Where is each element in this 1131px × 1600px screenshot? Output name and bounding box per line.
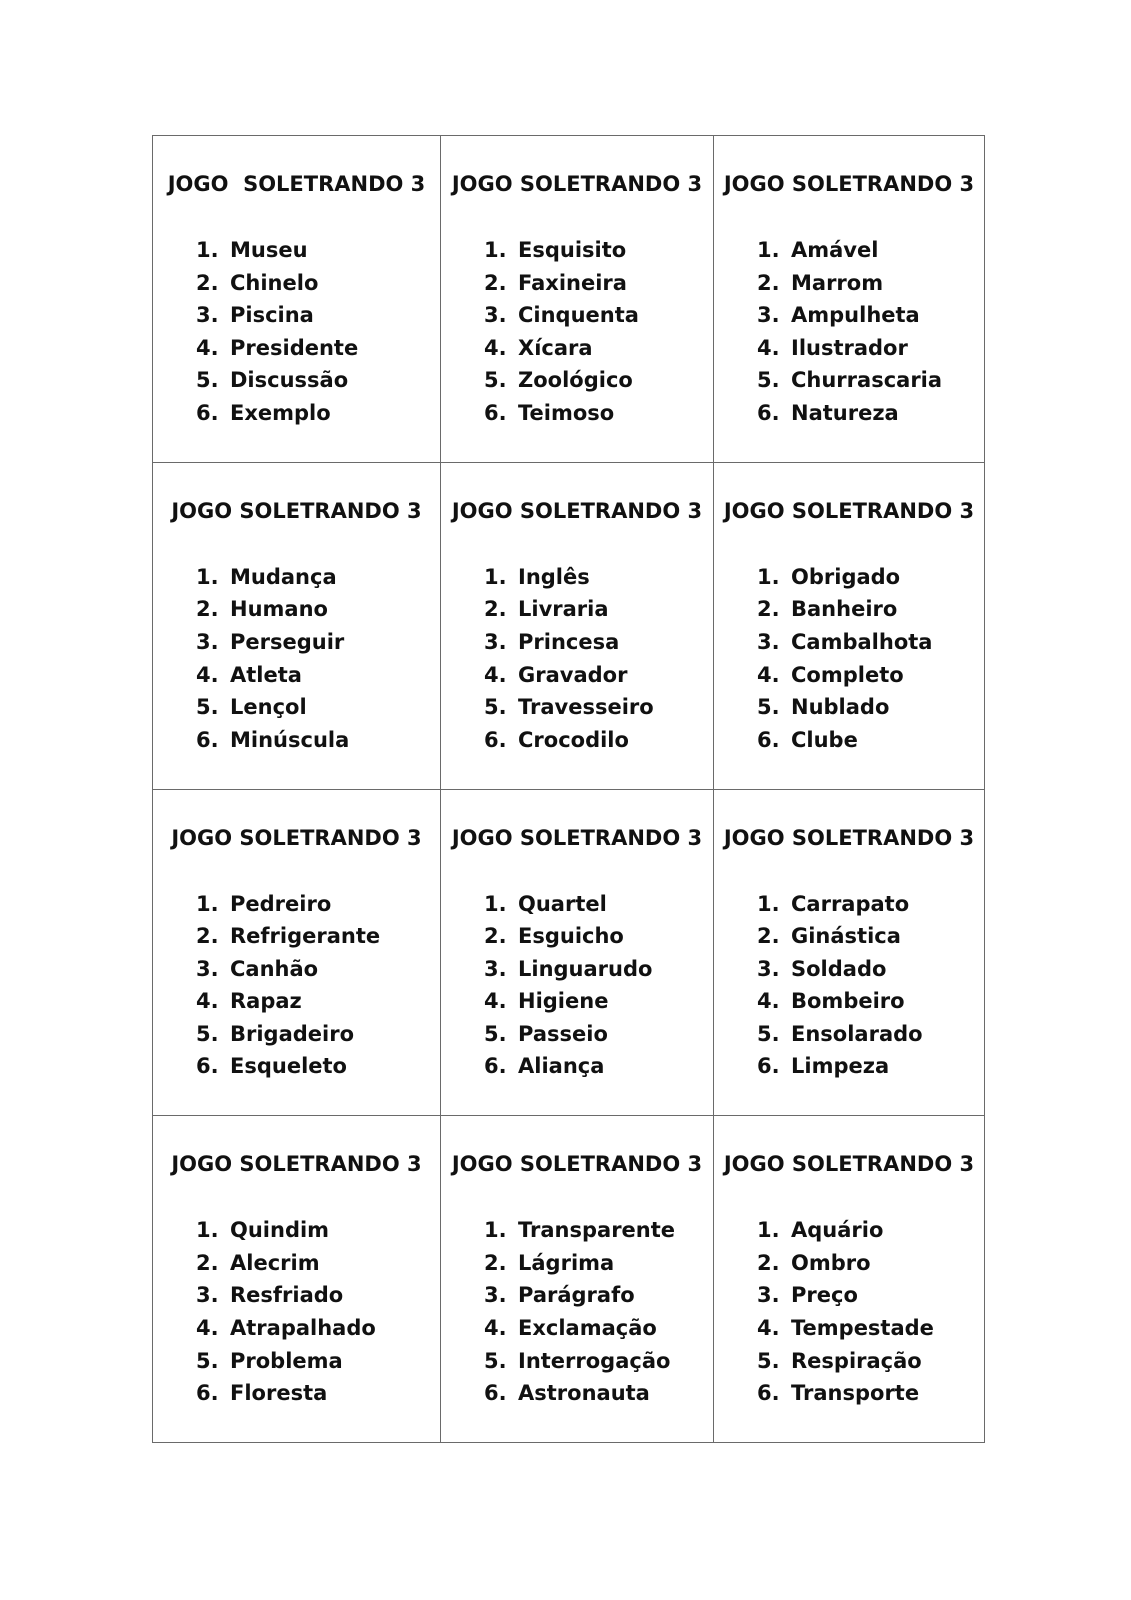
word-number: 5. xyxy=(484,695,507,720)
word-list-item xyxy=(484,953,652,986)
word-list-item xyxy=(196,953,380,986)
word-number: 3. xyxy=(196,629,219,654)
word-text: Amável xyxy=(791,238,879,262)
word-list-item xyxy=(484,1247,675,1280)
word-text: Teimoso xyxy=(518,400,615,425)
word-number: 2. xyxy=(757,597,780,622)
word-card-content xyxy=(153,1116,440,1442)
word-list-item xyxy=(196,1050,380,1083)
word-card-content xyxy=(441,463,713,789)
word-number: 4. xyxy=(196,335,219,360)
word-number: 2. xyxy=(484,597,507,622)
word-number: 1. xyxy=(484,238,507,262)
word-text: Zoológico xyxy=(518,368,633,393)
word-card xyxy=(714,1116,985,1443)
word-list-item xyxy=(196,626,349,659)
word-number: 4. xyxy=(484,989,507,1014)
word-list-item xyxy=(757,920,923,953)
word-text: Interrogação xyxy=(518,1348,671,1373)
word-list-item xyxy=(196,1345,376,1378)
word-number: 2. xyxy=(757,924,780,949)
word-list-item xyxy=(757,267,942,300)
word-text: Lágrima xyxy=(518,1250,615,1275)
word-number: 6. xyxy=(757,727,780,752)
word-number: 2. xyxy=(757,270,780,295)
word-text: Parágrafo xyxy=(518,1283,635,1308)
card-title: JOGO SOLETRANDO 3 xyxy=(451,1152,703,1177)
word-text: Esguicho xyxy=(518,924,624,949)
word-number: 6. xyxy=(196,727,219,752)
word-number: 2. xyxy=(757,1250,780,1275)
word-list-item xyxy=(484,888,652,921)
word-list xyxy=(484,234,639,430)
word-list-item xyxy=(484,1377,675,1410)
card-row xyxy=(153,136,985,463)
word-list-item xyxy=(484,332,639,365)
word-text: Chinelo xyxy=(230,270,319,295)
word-list-item xyxy=(196,593,349,626)
word-text: Canhão xyxy=(230,956,319,981)
word-number: 2. xyxy=(484,924,507,949)
word-text: Ginástica xyxy=(791,924,901,949)
word-list-item xyxy=(196,920,380,953)
word-list xyxy=(757,888,923,1084)
word-number: 5. xyxy=(484,368,507,393)
word-text: Esquisito xyxy=(518,238,627,262)
word-card xyxy=(153,789,441,1116)
word-list-item xyxy=(757,299,942,332)
word-list-item xyxy=(484,659,654,692)
word-text: Nublado xyxy=(791,695,890,720)
word-list-item xyxy=(196,332,358,365)
word-list-item xyxy=(484,299,639,332)
word-number: 3. xyxy=(484,629,507,654)
word-list-item xyxy=(757,888,923,921)
word-list xyxy=(196,888,380,1084)
word-list xyxy=(196,234,358,430)
word-list-item xyxy=(196,397,358,430)
word-list-item xyxy=(484,1279,675,1312)
word-text: Preço xyxy=(791,1283,858,1308)
word-text: Cambalhota xyxy=(791,629,933,654)
word-list-item xyxy=(484,1214,675,1247)
word-list-item xyxy=(196,234,358,267)
word-number: 3. xyxy=(196,303,219,328)
word-text: Refrigerante xyxy=(230,924,381,949)
word-list-item xyxy=(484,724,654,757)
word-number: 6. xyxy=(484,1381,507,1406)
word-number: 6. xyxy=(484,1054,507,1079)
word-card-content xyxy=(441,790,713,1116)
word-number: 1. xyxy=(757,564,780,589)
word-list-item xyxy=(757,1345,934,1378)
word-number: 6. xyxy=(484,400,507,425)
word-number: 3. xyxy=(757,629,780,654)
word-text: Xícara xyxy=(518,335,593,360)
word-number: 2. xyxy=(484,270,507,295)
word-number: 5. xyxy=(196,1348,219,1373)
word-text: Bombeiro xyxy=(791,989,905,1014)
word-number: 2. xyxy=(196,270,219,295)
word-list-item xyxy=(196,1377,376,1410)
word-number: 1. xyxy=(484,891,507,916)
word-text: Natureza xyxy=(791,400,899,425)
word-text: Atleta xyxy=(230,662,302,687)
word-number: 3. xyxy=(757,1283,780,1308)
word-list-item xyxy=(757,561,932,594)
word-card xyxy=(441,136,714,463)
word-number: 3. xyxy=(196,1283,219,1308)
word-card-content xyxy=(714,136,984,462)
word-list-item xyxy=(757,1247,934,1280)
word-number: 3. xyxy=(757,956,780,981)
word-list-item xyxy=(196,985,380,1018)
word-number: 3. xyxy=(196,956,219,981)
word-list-item xyxy=(484,593,654,626)
word-card xyxy=(441,1116,714,1443)
word-list-item xyxy=(757,985,923,1018)
word-list-item xyxy=(484,561,654,594)
word-number: 1. xyxy=(196,564,219,589)
word-number: 6. xyxy=(196,1381,219,1406)
word-number: 6. xyxy=(757,400,780,425)
word-text: Marrom xyxy=(791,270,884,295)
word-list-item xyxy=(757,1018,923,1051)
word-card xyxy=(714,789,985,1116)
word-list-item xyxy=(484,985,652,1018)
word-card xyxy=(153,462,441,789)
word-number: 6. xyxy=(757,1381,780,1406)
word-number: 4. xyxy=(196,1316,219,1341)
word-list xyxy=(196,561,349,757)
card-title: JOGO SOLETRANDO 3 xyxy=(171,498,422,523)
word-list xyxy=(757,234,942,430)
word-text: Resfriado xyxy=(230,1283,344,1308)
word-text: Gravador xyxy=(518,662,628,687)
word-list-item xyxy=(196,659,349,692)
card-row xyxy=(153,1116,985,1443)
word-list-item xyxy=(484,1345,675,1378)
word-number: 1. xyxy=(757,891,780,916)
word-text: Perseguir xyxy=(230,629,345,654)
word-number: 4. xyxy=(196,662,219,687)
word-number: 1. xyxy=(757,238,780,262)
word-card-content xyxy=(714,1116,984,1442)
word-number: 5. xyxy=(757,695,780,720)
word-list-item xyxy=(757,1214,934,1247)
word-text: Transparente xyxy=(518,1218,676,1243)
word-number: 6. xyxy=(484,727,507,752)
word-text: Humano xyxy=(230,597,328,622)
word-text: Princesa xyxy=(518,629,620,654)
word-text: Astronauta xyxy=(518,1381,650,1406)
word-text: Obrigado xyxy=(791,564,901,589)
word-text: Exemplo xyxy=(230,400,331,425)
word-list-item xyxy=(196,364,358,397)
word-list-item xyxy=(196,267,358,300)
card-title: JOGO SOLETRANDO 3 xyxy=(723,172,975,196)
word-list-item xyxy=(757,1377,934,1410)
word-list-item xyxy=(484,1312,675,1345)
word-number: 1. xyxy=(196,1218,219,1243)
word-list-item xyxy=(484,1050,652,1083)
card-grid-body xyxy=(153,136,985,1443)
word-card xyxy=(714,462,985,789)
word-list-item xyxy=(757,724,932,757)
word-list-item xyxy=(196,724,349,757)
word-text: Ensolarado xyxy=(791,1021,923,1046)
word-text: Travesseiro xyxy=(518,695,654,720)
word-text: Livraria xyxy=(518,597,609,622)
word-number: 5. xyxy=(484,1348,507,1373)
word-card xyxy=(441,462,714,789)
word-text: Quindim xyxy=(230,1218,330,1243)
word-list-item xyxy=(757,234,942,267)
word-number: 2. xyxy=(196,1250,219,1275)
word-number: 5. xyxy=(196,695,219,720)
word-number: 4. xyxy=(757,335,780,360)
word-list-item xyxy=(757,953,923,986)
word-text: Minúscula xyxy=(230,727,350,752)
word-number: 4. xyxy=(484,662,507,687)
word-list-item xyxy=(484,397,639,430)
word-text: Respiração xyxy=(791,1348,922,1373)
word-list-item xyxy=(757,593,932,626)
word-number: 1. xyxy=(484,1218,507,1243)
word-text: Cinquenta xyxy=(518,303,639,328)
word-list xyxy=(484,1214,675,1410)
word-list xyxy=(484,888,652,1084)
word-text: Brigadeiro xyxy=(230,1021,355,1046)
word-text: Problema xyxy=(230,1348,343,1373)
word-list xyxy=(757,1214,934,1410)
word-number: 2. xyxy=(196,597,219,622)
word-text: Limpeza xyxy=(791,1054,890,1079)
word-number: 3. xyxy=(484,1283,507,1308)
word-number: 6. xyxy=(196,1054,219,1079)
word-list-item xyxy=(757,626,932,659)
word-text: Completo xyxy=(791,662,904,687)
word-number: 4. xyxy=(757,989,780,1014)
word-list-item xyxy=(757,397,942,430)
word-card xyxy=(441,789,714,1116)
word-text: Esqueleto xyxy=(230,1054,347,1079)
word-list xyxy=(484,561,654,757)
word-text: Aquário xyxy=(791,1218,884,1243)
word-list-item xyxy=(757,691,932,724)
word-list-item xyxy=(757,364,942,397)
card-title: JOGO SOLETRANDO 3 xyxy=(451,172,703,196)
word-text: Presidente xyxy=(230,335,359,360)
word-text: Quartel xyxy=(518,891,607,916)
word-number: 3. xyxy=(484,303,507,328)
word-list-item xyxy=(196,888,380,921)
word-number: 1. xyxy=(196,891,219,916)
word-list-item xyxy=(484,267,639,300)
word-number: 6. xyxy=(196,400,219,425)
word-text: Soldado xyxy=(791,956,887,981)
word-number: 3. xyxy=(757,303,780,328)
word-text: Ampulheta xyxy=(791,303,920,328)
word-card xyxy=(714,136,985,463)
word-text: Museu xyxy=(230,238,308,262)
card-row xyxy=(153,462,985,789)
word-list xyxy=(196,1214,376,1410)
word-card-content xyxy=(153,790,440,1116)
word-text: Carrapato xyxy=(791,891,910,916)
word-list-item xyxy=(196,1214,376,1247)
word-number: 1. xyxy=(757,1218,780,1243)
word-card-content xyxy=(714,790,984,1116)
word-list-item xyxy=(757,1050,923,1083)
word-list-item xyxy=(484,626,654,659)
word-text: Aliança xyxy=(518,1054,605,1079)
word-number: 2. xyxy=(484,1250,507,1275)
card-grid xyxy=(152,135,985,1443)
word-text: Tempestade xyxy=(791,1316,934,1341)
word-text: Alecrim xyxy=(230,1250,320,1275)
word-list-item xyxy=(196,1312,376,1345)
card-title: JOGO SOLETRANDO 3 xyxy=(451,825,703,850)
word-text: Pedreiro xyxy=(230,891,332,916)
word-list-item xyxy=(484,691,654,724)
word-number: 1. xyxy=(196,238,219,262)
word-card-content xyxy=(153,463,440,789)
word-list-item xyxy=(757,332,942,365)
word-number: 5. xyxy=(484,1021,507,1046)
card-title: JOGO SOLETRANDO 3 xyxy=(451,498,703,523)
word-text: Linguarudo xyxy=(518,956,653,981)
word-list-item xyxy=(196,1279,376,1312)
card-title: JOGO SOLETRANDO 3 xyxy=(723,825,975,850)
word-number: 5. xyxy=(196,368,219,393)
word-list-item xyxy=(196,1018,380,1051)
word-card xyxy=(153,1116,441,1443)
word-number: 4. xyxy=(757,1316,780,1341)
word-number: 5. xyxy=(757,1021,780,1046)
word-card xyxy=(153,136,441,463)
card-title: JOGO SOLETRANDO 3 xyxy=(723,498,975,523)
word-number: 5. xyxy=(196,1021,219,1046)
word-number: 4. xyxy=(484,1316,507,1341)
word-text: Clube xyxy=(791,727,858,752)
word-number: 4. xyxy=(757,662,780,687)
word-list-item xyxy=(757,1312,934,1345)
word-number: 6. xyxy=(757,1054,780,1079)
word-text: Exclamação xyxy=(518,1316,657,1341)
word-card-content xyxy=(153,136,440,462)
word-text: Passeio xyxy=(518,1021,608,1046)
word-number: 4. xyxy=(196,989,219,1014)
word-list-item xyxy=(484,920,652,953)
word-number: 4. xyxy=(484,335,507,360)
card-title: JOGO SOLETRANDO 3 xyxy=(171,825,422,850)
word-text: Banheiro xyxy=(791,597,898,622)
word-text: Transporte xyxy=(791,1381,920,1406)
word-list-item xyxy=(196,299,358,332)
word-number: 2. xyxy=(196,924,219,949)
word-text: Higiene xyxy=(518,989,609,1014)
word-text: Inglês xyxy=(518,564,590,589)
card-row xyxy=(153,789,985,1116)
word-text: Atrapalhado xyxy=(230,1316,376,1341)
word-number: 1. xyxy=(484,564,507,589)
word-list-item xyxy=(757,659,932,692)
word-list-item xyxy=(484,1018,652,1051)
word-text: Piscina xyxy=(230,303,314,328)
card-title: JOGO SOLETRANDO 3 xyxy=(171,1152,422,1177)
word-card-content xyxy=(714,463,984,789)
word-list-item xyxy=(196,691,349,724)
word-text: Ilustrador xyxy=(791,335,908,360)
word-number: 5. xyxy=(757,368,780,393)
word-card-content xyxy=(441,1116,713,1442)
word-list xyxy=(757,561,932,757)
card-title: JOGO SOLETRANDO 3 xyxy=(723,1152,975,1177)
word-card-content xyxy=(441,136,713,462)
word-text: Faxineira xyxy=(518,270,627,295)
word-text: Crocodilo xyxy=(518,727,629,752)
word-list-item xyxy=(196,1247,376,1280)
word-text: Discussão xyxy=(230,368,349,393)
word-text: Floresta xyxy=(230,1381,328,1406)
word-list-item xyxy=(757,1279,934,1312)
card-title: JOGO SOLETRANDO 3 xyxy=(167,172,426,196)
word-text: Ombro xyxy=(791,1250,871,1275)
word-number: 3. xyxy=(484,956,507,981)
word-text: Churrascaria xyxy=(791,368,943,393)
word-list-item xyxy=(484,234,639,267)
word-text: Mudança xyxy=(230,564,337,589)
word-list-item xyxy=(196,561,349,594)
word-text: Rapaz xyxy=(230,989,302,1014)
word-list-item xyxy=(484,364,639,397)
word-number: 5. xyxy=(757,1348,780,1373)
word-text: Lençol xyxy=(230,695,307,720)
